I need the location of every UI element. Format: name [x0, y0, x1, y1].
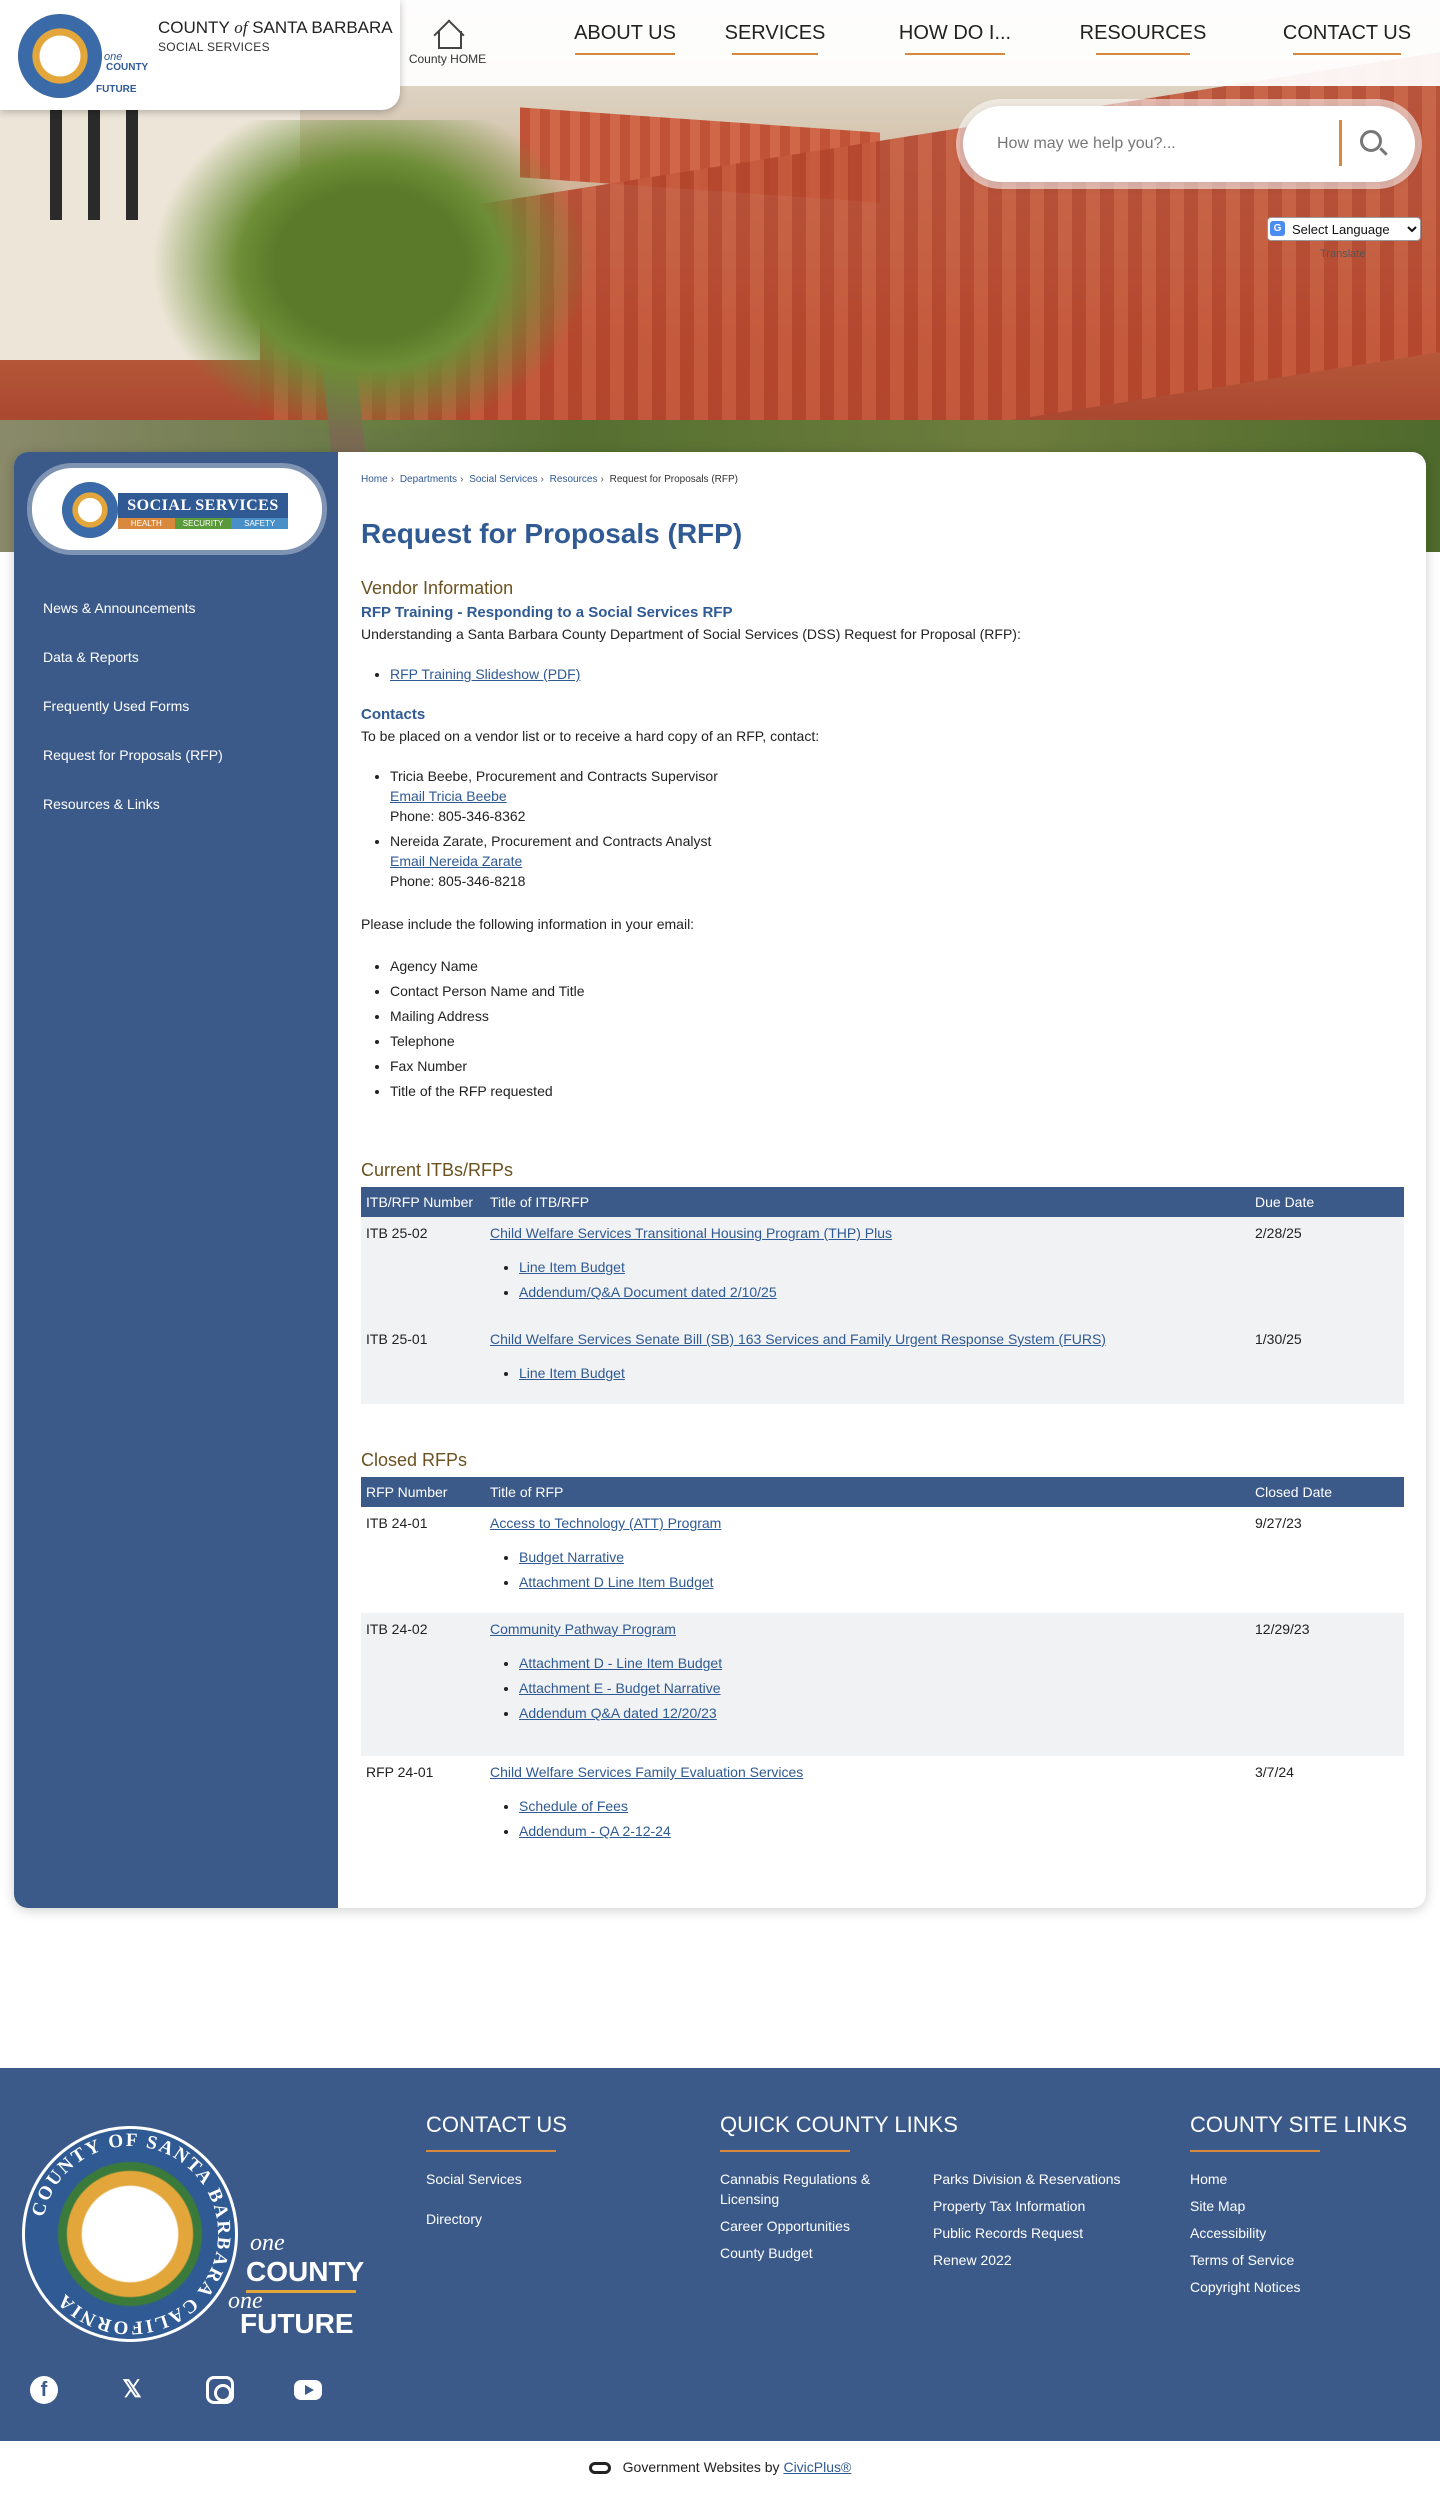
vendor-heading: Vendor Information [361, 578, 514, 598]
county-of: of [234, 18, 248, 37]
seal-text-svg [22, 2126, 238, 2342]
footer-future: FUTURE [240, 2308, 354, 2339]
footer-link[interactable]: Accessibility [1190, 2225, 1267, 2241]
rfp-date: 1/30/25 [1250, 1323, 1404, 1404]
rfp-doc-list [490, 1651, 1245, 1726]
footer-link[interactable]: Cannabis Regulations & Licensing [720, 2171, 871, 2207]
breadcrumb [361, 474, 738, 485]
list-item [519, 1676, 1245, 1701]
facebook-icon[interactable]: f [30, 2376, 58, 2404]
footer-site-links [1190, 2169, 1301, 2304]
footer-link[interactable]: Terms of Service [1190, 2252, 1295, 2268]
closed-rfp-table [361, 1477, 1404, 1862]
training-text: Understanding a Santa Barbara County Department of Social Services (DSS) Request for Proposal (RFP): [361, 626, 1021, 642]
breadcrumb-social-services[interactable]: Social Services [469, 474, 538, 485]
list-item: • Telephone [390, 1029, 585, 1054]
rfp-doc-link[interactable]: Attachment D - Line Item Budget [519, 1655, 723, 1671]
civicplus-link[interactable]: CivicPlus® [783, 2459, 852, 2475]
list-item [519, 1255, 1245, 1280]
breadcrumb-current: Request for Proposals (RFP) [609, 474, 738, 485]
contacts-list [361, 766, 718, 891]
main-card [14, 452, 1426, 1908]
footer-quick-links-col1 [720, 2169, 890, 2270]
list-item: • Contact Person Name and Title [390, 979, 585, 1004]
rfp-title-link[interactable]: Child Welfare Services Family Evaluation Services [490, 1764, 804, 1780]
rfp-doc-link[interactable]: Addendum Q&A dated 12/20/23 [519, 1705, 717, 1721]
table-row [361, 1217, 1404, 1323]
rfp-doc-link[interactable]: Line Item Budget [519, 1365, 625, 1381]
list-item: • Agency Name [390, 954, 585, 979]
rfp-doc-link[interactable]: Line Item Budget [519, 1259, 625, 1275]
gov-websites-text: Government Websites by [622, 2459, 780, 2475]
sidebar [14, 452, 338, 1908]
rfp-title-link[interactable]: Access to Technology (ATT) Program [490, 1515, 722, 1531]
footer-county-seal-icon[interactable] [22, 2126, 238, 2342]
list-item [519, 1361, 1245, 1386]
breadcrumb-sep: › [390, 474, 395, 485]
tag-health: HEALTH [118, 518, 175, 529]
dept-subtitle: SOCIAL SERVICES [158, 40, 270, 54]
google-translate-icon: G [1270, 221, 1285, 236]
tag-safety: SAFETY [231, 518, 288, 529]
contacts-heading: Contacts [361, 706, 426, 723]
contact-phone: Phone: 805-346-8218 [390, 873, 526, 889]
county-seal-icon [18, 14, 102, 98]
search-input[interactable] [997, 130, 1287, 158]
search-icon[interactable] [1360, 130, 1382, 152]
rfp-number: RFP 24-01 [361, 1756, 485, 1862]
civicplus-icon [589, 2462, 611, 2474]
sidebar-item-data-reports[interactable]: Data & Reports [43, 649, 139, 665]
table-row [361, 1756, 1404, 1862]
side-nav [14, 584, 338, 829]
column-header: Title of ITB/RFP [485, 1187, 1250, 1217]
contact-email-link[interactable]: Email Tricia Beebe [390, 788, 507, 804]
rfp-date: 9/27/23 [1250, 1507, 1404, 1613]
seal-text: COUNTY OF SANTA BARBARA CALIFORNIA [27, 2129, 235, 2339]
page-title: Request for Proposals (RFP) [361, 518, 743, 549]
nav-contact-us[interactable]: CONTACT US [1272, 22, 1422, 55]
rfp-title-cell [485, 1323, 1250, 1404]
footer-quick-links-col2 [933, 2169, 1121, 2277]
rfp-doc-link[interactable]: Attachment E - Budget Narrative [519, 1680, 721, 1696]
nav-services[interactable]: SERVICES [715, 22, 835, 55]
rfp-doc-link[interactable]: Attachment D Line Item Budget [519, 1574, 714, 1590]
rfp-doc-link[interactable]: Schedule of Fees [519, 1798, 628, 1814]
list-item [519, 1280, 1245, 1305]
brand-future: FUTURE [96, 84, 137, 95]
footer-link[interactable]: Renew 2022 [933, 2252, 1012, 2268]
footer-site-heading: COUNTY SITE LINKS [1190, 2112, 1407, 2152]
footer-link[interactable]: Property Tax Information [933, 2198, 1086, 2214]
rfp-doc-link[interactable]: Addendum - QA 2-12-24 [519, 1823, 671, 1839]
table-row [361, 1323, 1404, 1404]
rfp-doc-list [490, 1255, 1245, 1305]
dept-logo-name: SOCIAL SERVICES [118, 493, 288, 518]
footer-link[interactable]: Public Records Request [933, 2225, 1084, 2241]
contact-item [390, 766, 718, 826]
list-item [519, 1651, 1245, 1676]
svg-text:COUNTY OF SANTA BARBARA CALIFO [28, 2130, 234, 2338]
training-heading: RFP Training - Responding to a Social Services RFP [361, 604, 733, 621]
brand-county: COUNTY [106, 62, 149, 73]
sidebar-item-rfp[interactable]: Request for Proposals (RFP) [43, 747, 223, 763]
column-header: Title of RFP [485, 1477, 1250, 1507]
contact-name: • Tricia Beebe, Procurement and Contracts Supervisor [390, 768, 718, 784]
youtube-icon[interactable] [294, 2380, 322, 2400]
contact-item [390, 831, 718, 891]
rfp-title-cell [485, 1613, 1250, 1756]
county-title [158, 18, 393, 38]
county-home-label: County HOME [408, 52, 487, 66]
breadcrumb-departments[interactable]: Departments [399, 474, 458, 485]
rfp-title-cell [485, 1756, 1250, 1862]
footer-link[interactable]: Copyright Notices [1190, 2279, 1301, 2295]
list-item [519, 1819, 1245, 1844]
instagram-icon[interactable] [206, 2376, 234, 2404]
rfp-title-link[interactable]: Child Welfare Services Transitional Housing Program (THP) Plus [490, 1225, 892, 1241]
rfp-number: ITB 24-02 [361, 1613, 485, 1756]
list-item [519, 1701, 1245, 1726]
rfp-doc-link[interactable]: Addendum/Q&A Document dated 2/10/25 [519, 1284, 777, 1300]
table-row [361, 1507, 1404, 1613]
hero-window [88, 110, 100, 220]
rfp-number: ITB 24-01 [361, 1507, 485, 1613]
current-heading: Current ITBs/RFPs [361, 1160, 514, 1180]
hero-palm [150, 120, 590, 440]
table-row [361, 1613, 1404, 1756]
brand-one: one [104, 51, 123, 63]
footer-link[interactable]: Home [1190, 2171, 1228, 2187]
list-item [390, 664, 580, 684]
rfp-title-link[interactable]: Child Welfare Services Senate Bill (SB) 163 Services and Family Urgent Response System (FURS) [490, 1331, 1106, 1347]
footer-county: COUNTY [246, 2256, 365, 2287]
closed-heading: Closed RFPs [361, 1450, 468, 1470]
contact-email-link[interactable]: Email Nereida Zarate [390, 853, 523, 869]
search-box [963, 106, 1415, 182]
sidebar-item-news[interactable]: News & Announcements [43, 600, 196, 616]
nav-about-us[interactable]: ABOUT US [555, 22, 695, 55]
footer [0, 2068, 1440, 2441]
column-header: RFP Number [361, 1477, 485, 1507]
column-header: ITB/RFP Number [361, 1187, 485, 1217]
rfp-number: ITB 25-02 [361, 1217, 485, 1323]
footer-link[interactable]: Social Services [426, 2171, 522, 2187]
training-slideshow-link[interactable]: RFP Training Slideshow (PDF) [390, 666, 581, 682]
footer-contact-heading: CONTACT US [426, 2112, 567, 2152]
sidebar-item-resources[interactable]: Resources & Links [43, 796, 160, 812]
column-header: Due Date [1250, 1187, 1404, 1217]
rfp-date: 12/29/23 [1250, 1613, 1404, 1756]
list-item [519, 1570, 1245, 1595]
training-links [361, 664, 580, 684]
footer-link[interactable]: Site Map [1190, 2198, 1246, 2214]
dept-seal-icon [62, 482, 118, 538]
contacts-intro: To be placed on a vendor list or to receive a hard copy of an RFP, contact: [361, 728, 820, 744]
column-header: Closed Date [1250, 1477, 1404, 1507]
language-select[interactable] [1267, 217, 1421, 241]
current-rfp-table [361, 1187, 1404, 1404]
county-name: SANTA BARBARA [252, 18, 393, 37]
rfp-doc-link[interactable]: Budget Narrative [519, 1549, 625, 1565]
include-text: Please include the following information in your email: [361, 916, 695, 932]
gov-websites-bar [0, 2441, 1440, 2501]
rfp-title-cell [485, 1507, 1250, 1613]
rfp-title-link[interactable]: Community Pathway Program [490, 1621, 676, 1637]
list-item: • Fax Number [390, 1054, 585, 1079]
rfp-title-cell [485, 1217, 1250, 1323]
footer-one: one [250, 2230, 285, 2256]
rfp-doc-list [490, 1545, 1245, 1595]
nav-resources[interactable]: RESOURCES [1078, 22, 1208, 55]
rfp-number: ITB 25-01 [361, 1323, 485, 1404]
rfp-date: 3/7/24 [1250, 1756, 1404, 1862]
breadcrumb-home[interactable]: Home [361, 474, 388, 485]
social-services-logo[interactable] [32, 468, 322, 550]
include-list [361, 954, 585, 1104]
breadcrumb-sep: › [460, 474, 464, 485]
translate-powered-by[interactable]: Translate [1320, 248, 1366, 260]
tag-security: SECURITY [175, 518, 232, 529]
list-item: • Title of the RFP requested [390, 1079, 585, 1104]
footer-quick-heading: QUICK COUNTY LINKS [720, 2112, 958, 2152]
search-divider [1339, 120, 1342, 166]
footer-link[interactable]: County Budget [720, 2245, 813, 2261]
footer-link[interactable]: Directory [426, 2211, 483, 2227]
contact-name: • Nereida Zarate, Procurement and Contracts Analyst [390, 833, 712, 849]
rfp-doc-list [490, 1361, 1245, 1386]
nav-how-do-i[interactable]: HOW DO I... [885, 22, 1025, 55]
footer-one-2: one [228, 2288, 263, 2314]
home-icon [431, 18, 465, 48]
dept-logo-tags [118, 518, 288, 529]
footer-link[interactable]: Career Opportunities [720, 2218, 850, 2234]
county-prefix: COUNTY [158, 18, 230, 37]
list-item [519, 1545, 1245, 1570]
list-item: • Mailing Address [390, 1004, 585, 1029]
breadcrumb-resources[interactable]: Resources [549, 474, 598, 485]
rfp-date: 2/28/25 [1250, 1217, 1404, 1323]
rfp-doc-list [490, 1794, 1245, 1844]
county-logo[interactable] [0, 0, 400, 110]
breadcrumb-sep: › [600, 474, 604, 485]
list-item [519, 1794, 1245, 1819]
breadcrumb-sep: › [540, 474, 544, 485]
hero-window [126, 110, 138, 220]
footer-link[interactable]: Parks Division & Reservations [933, 2171, 1121, 2187]
county-home-button[interactable] [400, 18, 495, 66]
contact-phone: Phone: 805-346-8362 [390, 808, 526, 824]
hero-window [50, 110, 62, 220]
x-icon[interactable]: 𝕏 [122, 2376, 142, 2403]
footer-contact-links [426, 2169, 522, 2236]
sidebar-item-forms[interactable]: Frequently Used Forms [43, 698, 190, 714]
